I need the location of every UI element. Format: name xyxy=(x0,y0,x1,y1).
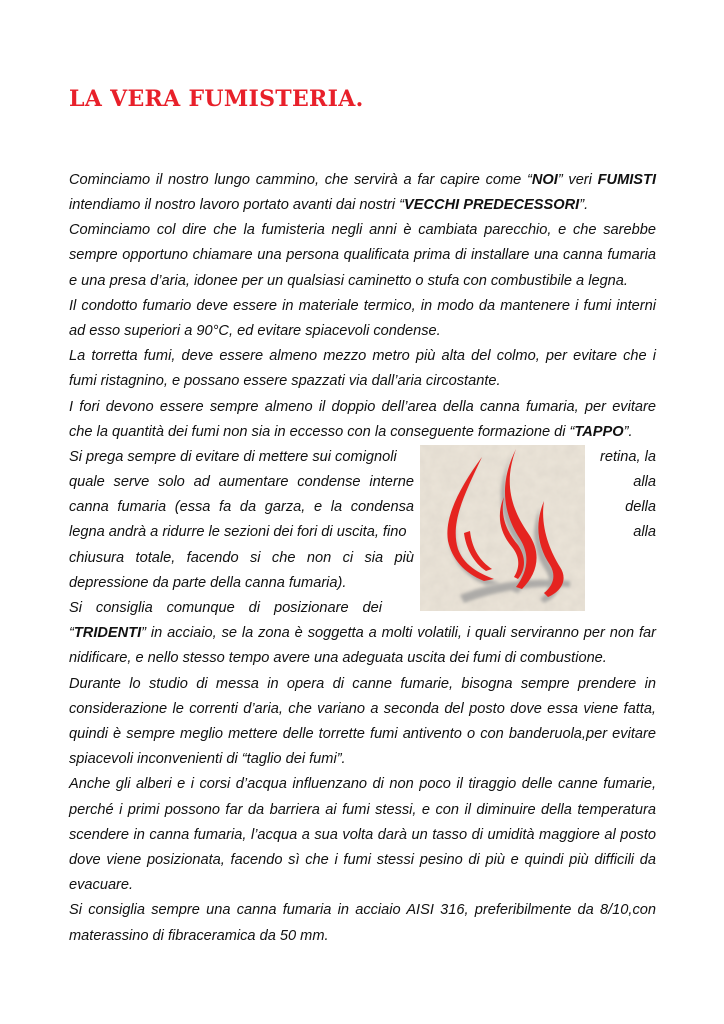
text-line: La torretta fumi, deve essere almeno mezzo metro più alta del colmo, per evitare che i xyxy=(69,348,656,364)
text-line: canna fumaria (essa fa da garza, e la condensa xyxy=(69,499,414,515)
text-line: intendiamo il nostro lavoro portato avanti dai nostri “VECCHI PREDECESSORI”. xyxy=(69,197,589,213)
text-line: Cominciamo il nostro lungo cammino, che servirà a far capire come “NOI” veri FUMISTI xyxy=(69,172,657,188)
text-line: Durante lo studio di messa in opera di canne fumarie, bisogna sempre prendere in xyxy=(69,676,656,692)
text-line: Si consiglia sempre una canna fumaria in acciaio AISI 316, preferibilmente da 8/10,con xyxy=(69,902,656,918)
text-line: quale serve solo ad aumentare condense interne xyxy=(69,474,414,490)
text-line-right: retina, la xyxy=(600,449,656,465)
text-line: Si consiglia comunque di posizionare dei xyxy=(69,600,382,616)
text-line: considerazione le correnti d’aria, che variano a seconda del posto dove essa viene fatta, xyxy=(69,701,656,717)
text-line: chiusura totale, facendo si che non ci sia più xyxy=(69,550,414,566)
flame-logo-image xyxy=(420,445,585,611)
text-line: Cominciamo col dire che la fumisteria negli anni è cambiata parecchio, e che sarebbe xyxy=(69,222,656,238)
text-line: Si prega sempre di evitare di mettere sui comignoli xyxy=(69,449,397,465)
text-line: fumi ristagnino, e possano essere spazzati via dall’aria circostante. xyxy=(69,373,501,389)
text-line: I fori devono essere sempre almeno il doppio dell’area della canna fumaria, per evitare xyxy=(69,399,656,415)
text-line: “TRIDENTI” in acciaio, se la zona è soggetta a molti volatili, i quali serviranno per non far xyxy=(69,625,656,641)
text-line: legna andrà a ridurre le sezioni dei fori di uscita, fino xyxy=(69,524,407,540)
text-line: scendere in canna fumaria, l’acqua a sua volta darà un tasso di umidità maggiore al posto xyxy=(69,827,656,843)
text-line: Anche gli alberi e i corsi d’acqua influenzano di non poco il tiraggio delle canne fumarie, xyxy=(69,776,656,792)
text-line: ad esso superiori a 90°C, ed evitare spiacevoli condense. xyxy=(69,323,441,339)
text-line-right: alla xyxy=(633,474,656,490)
text-line: spiacevoli inconvenienti di “taglio dei fumi”. xyxy=(69,751,346,767)
flame-logo-icon xyxy=(420,445,585,611)
text-line: e una presa d’aria, idonee per un qualsiasi caminetto o stufa con combustibile a legna. xyxy=(69,273,628,289)
text-line: evacuare. xyxy=(69,877,134,893)
text-line: materassino di fibraceramica da 50 mm. xyxy=(69,928,329,944)
text-line-right: della xyxy=(625,499,656,515)
text-line: depressione da parte della canna fumaria). xyxy=(69,575,347,591)
text-line-right: alla xyxy=(633,524,656,540)
text-line: nidificare, e nello stesso tempo avere una adeguata uscita dei fumi di combustione. xyxy=(69,650,607,666)
text-line: perché i primi possono far da barriera ai fumi stessi, e con il diminuire della temperatura xyxy=(69,802,656,818)
text-line: dove viene posizionata, facendo sì che i fumi stessi pesino di più e quindi più difficili da xyxy=(69,852,656,868)
page-title: LA VERA FUMISTERIA. xyxy=(69,86,364,112)
text-line: quindi è sempre meglio mettere delle torrette fumi antivento o con banderuola,per evitare xyxy=(69,726,656,742)
text-line: Il condotto fumario deve essere in materiale termico, in modo da mantenere i fumi interni xyxy=(69,298,656,314)
text-line: sempre opportuno chiamare una persona qualificata prima di installare una canna fumaria xyxy=(69,247,656,263)
text-line: che la quantità dei fumi non sia in eccesso con la conseguente formazione di “TAPPO”. xyxy=(69,424,633,440)
